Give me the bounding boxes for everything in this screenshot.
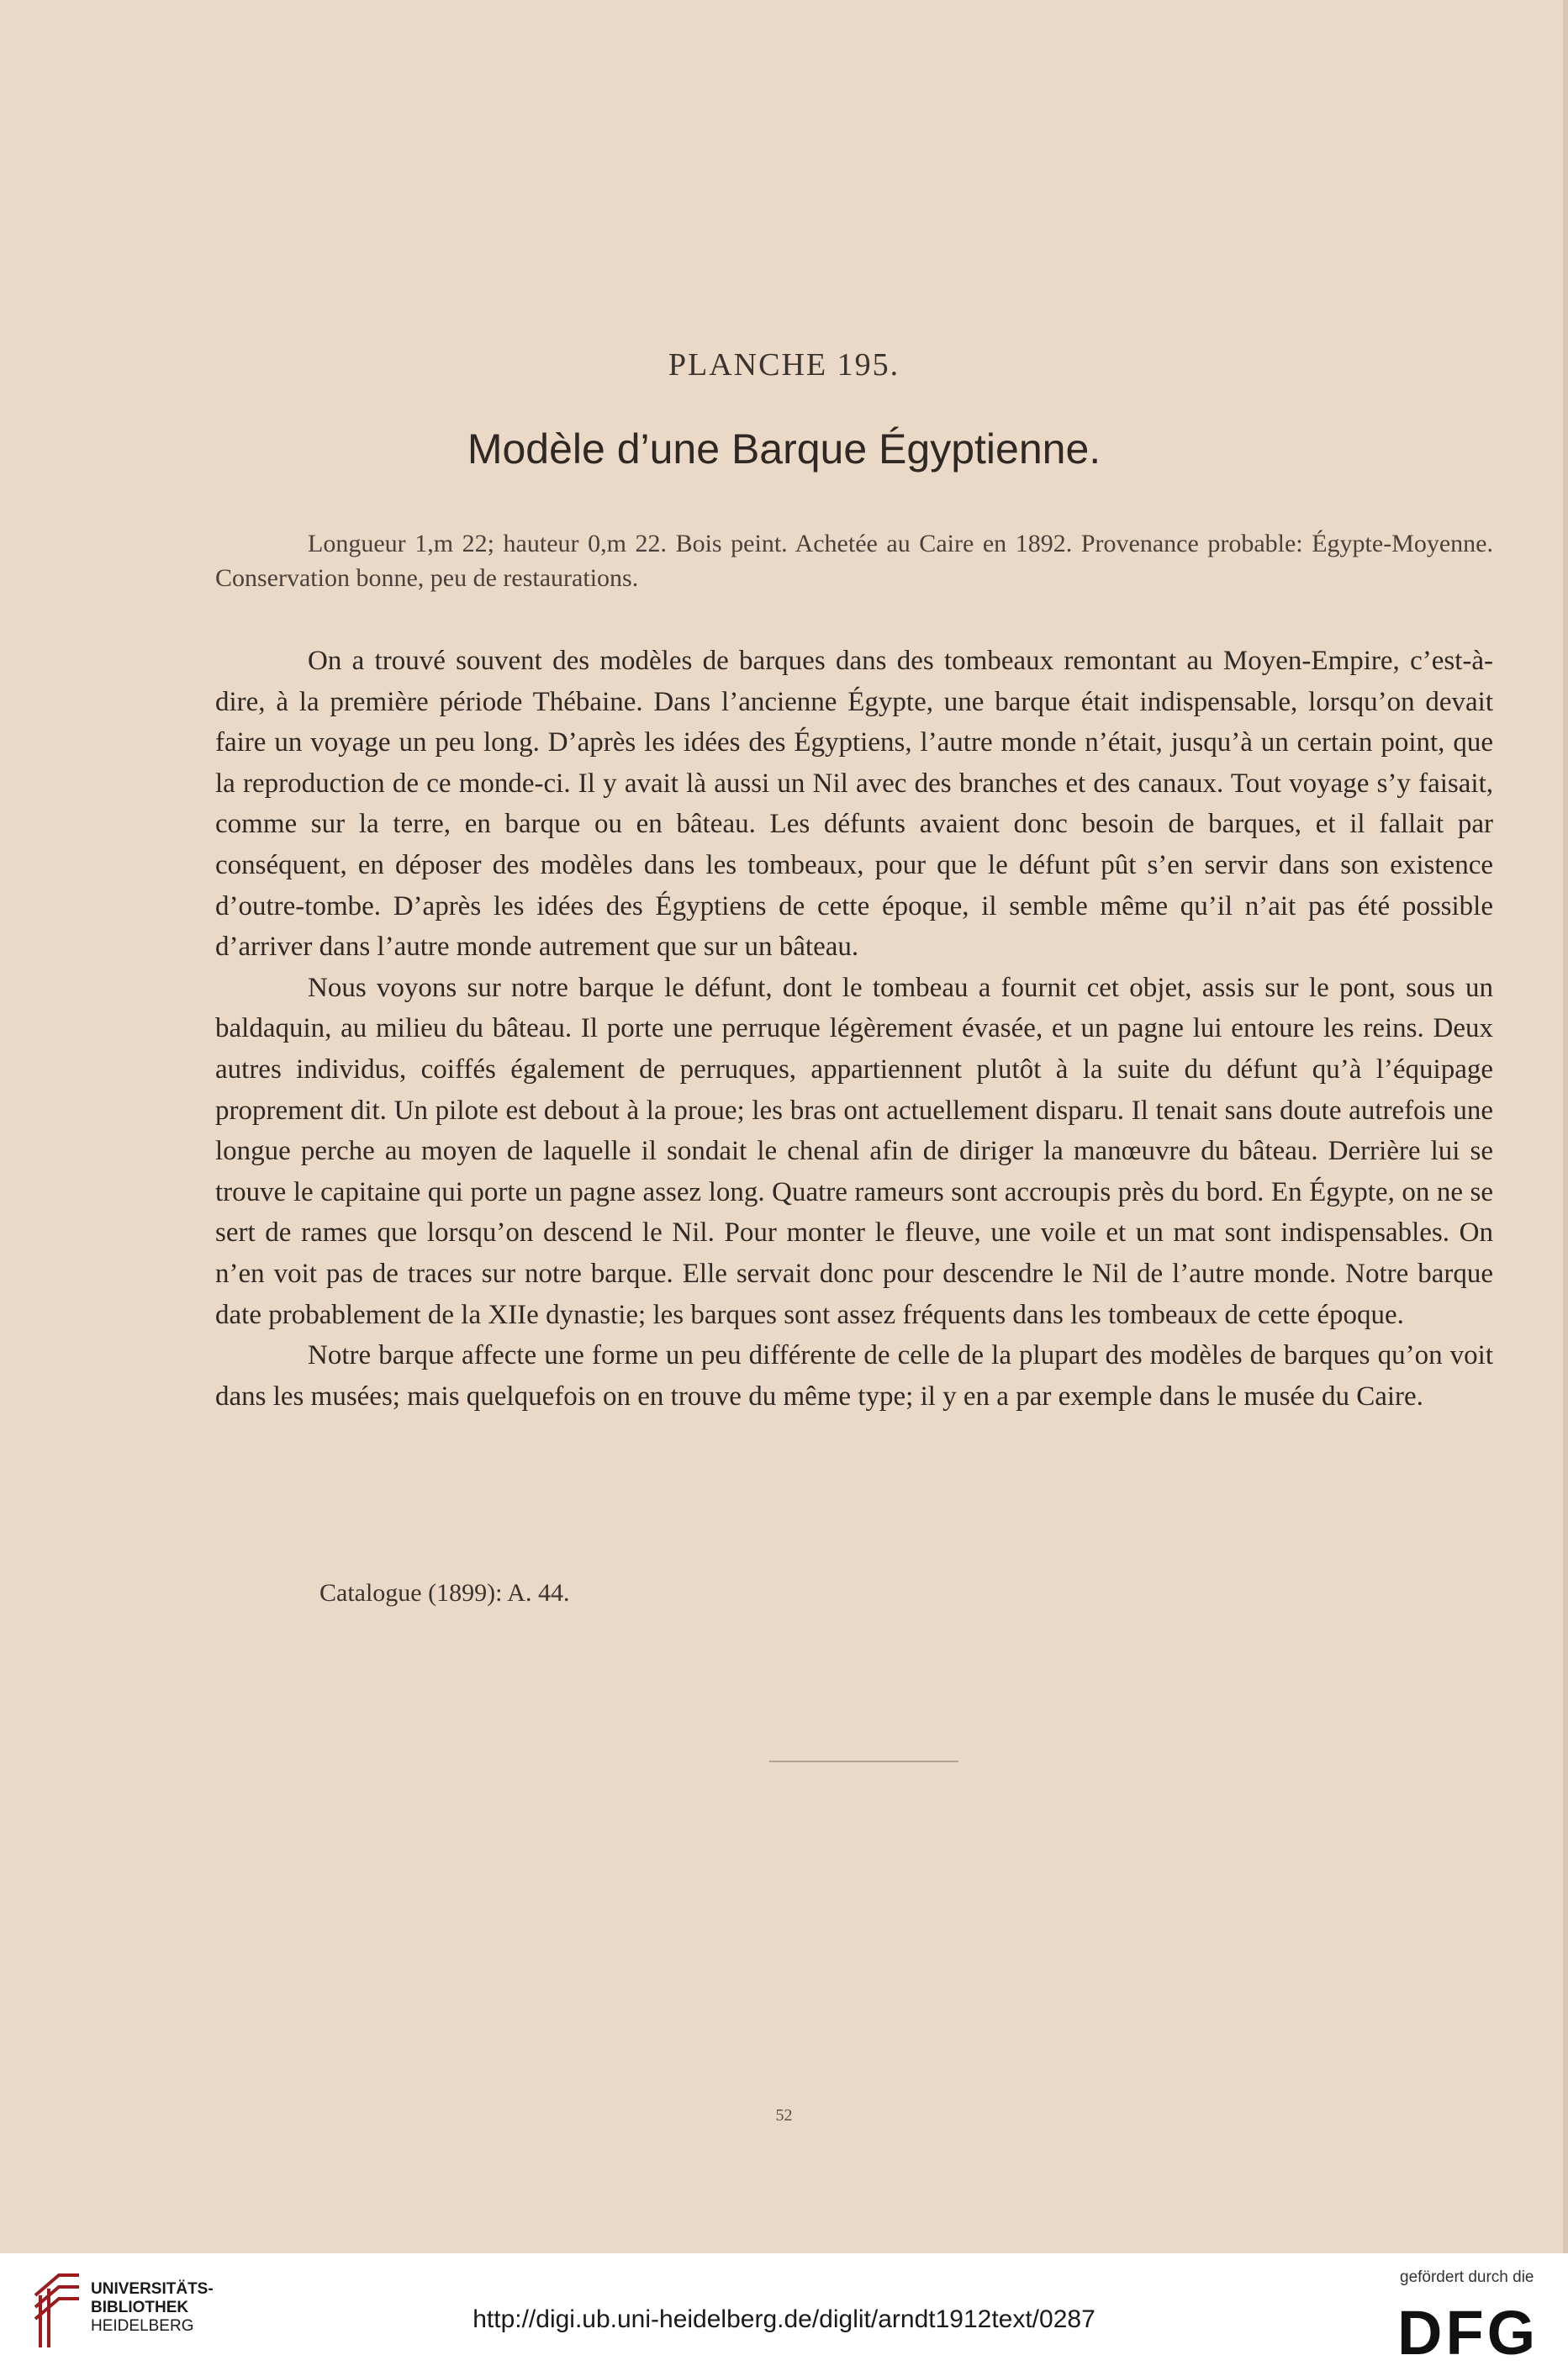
divider-rule bbox=[769, 1761, 958, 1762]
catalogue-reference: Catalogue (1899): A. 44. bbox=[319, 1579, 570, 1607]
paragraph-3: Notre barque affecte une forme un peu différente de celle de la plupart des modèles de barques qu’on voit dans les musées; mais quelquefois on en trouve du même type; il y en a par exemple dans le musée du Caire. bbox=[215, 1340, 1493, 1412]
body-text bbox=[215, 641, 1493, 1417]
plate-label: PLANCHE 195. bbox=[668, 347, 900, 383]
dfg-logo: DFG bbox=[1397, 2298, 1539, 2368]
library-name-line3: HEIDELBERG bbox=[91, 2317, 194, 2335]
funding-note: gefördert durch die bbox=[1400, 2268, 1534, 2286]
paragraph-1: On a trouvé souvent des modèles de barques dans des tombeaux remontant au Moyen-Empire, c’est-à-dire, à la première période Thébaine. Dans l’ancienne Égypte, une barque était indispensable, lorsqu’on devait faire un voyage un peu long. D’après les idées des Égyptiens, l’autre monde n’était, jusqu’à un certain point, que la reproduction de ce monde-ci. Il y avait là aussi un Nil avec des branches et des canaux. Tout voyage s’y faisait, comme sur la terre, en barque ou en bâteau. Les défunts avaient donc besoin de barques, et il fallait par conséquent, en déposer des modèles dans les tombeaux, pour que le défunt pût s’en servir dans son existence d’outre-tombe. D’après les idées des Égyptiens de cette époque, il semble même qu’il n’ait pas été possible d’arriver dans l’autre monde autrement que sur un bâteau. bbox=[215, 646, 1493, 963]
object-description: Longueur 1,m 22; hauteur 0,m 22. Bois peint. Achetée au Caire en 1892. Provenance probable: Égypte-Moyenne. Conservation bonne, peu de restaurations. bbox=[215, 530, 1493, 592]
page-number: 52 bbox=[775, 2106, 793, 2125]
source-url-link[interactable]: http://digi.ub.uni-heidelberg.de/diglit/arndt1912text/0287 bbox=[473, 2305, 1095, 2333]
library-name-line1: UNIVERSITÄTS- bbox=[91, 2280, 214, 2298]
page-title: Modèle d’une Barque Égyptienne. bbox=[467, 425, 1101, 473]
library-name-line2: BIBLIOTHEK bbox=[91, 2299, 189, 2316]
paragraph-2: Nous voyons sur notre barque le défunt, dont le tombeau a fournit cet objet, assis sur le pont, sous un baldaquin, au milieu du bâteau. Il porte une perruque légèrement évasée, et un pagne lui entoure les reins. Deux autres individus, coiffés également de perruques, appartiennent plutôt à la suite du défunt qu’à l’équipage proprement dit. Un pilote est debout à la proue; les bras ont actuellement disparu. Il tenait sans doute autrefois une longue perche au moyen de laquelle il sondait le chenal afin de diriger la manœuvre du bâteau. Derrière lui se trouve le capitaine qui porte un pagne assez long. Quatre rameurs sont accroupis près du bord. En Égypte, on ne se sert de rames que lorsqu’on descend le Nil. Pour monter le fleuve, une voile et un mat sont indispensables. On n’en voit pas de traces sur notre barque. Elle servait donc pour descendre le Nil de l’autre monde. Notre barque date probablement de la XIIe dynastie; les barques sont assez fréquents dans les tombeaux de cette époque. bbox=[215, 972, 1493, 1330]
